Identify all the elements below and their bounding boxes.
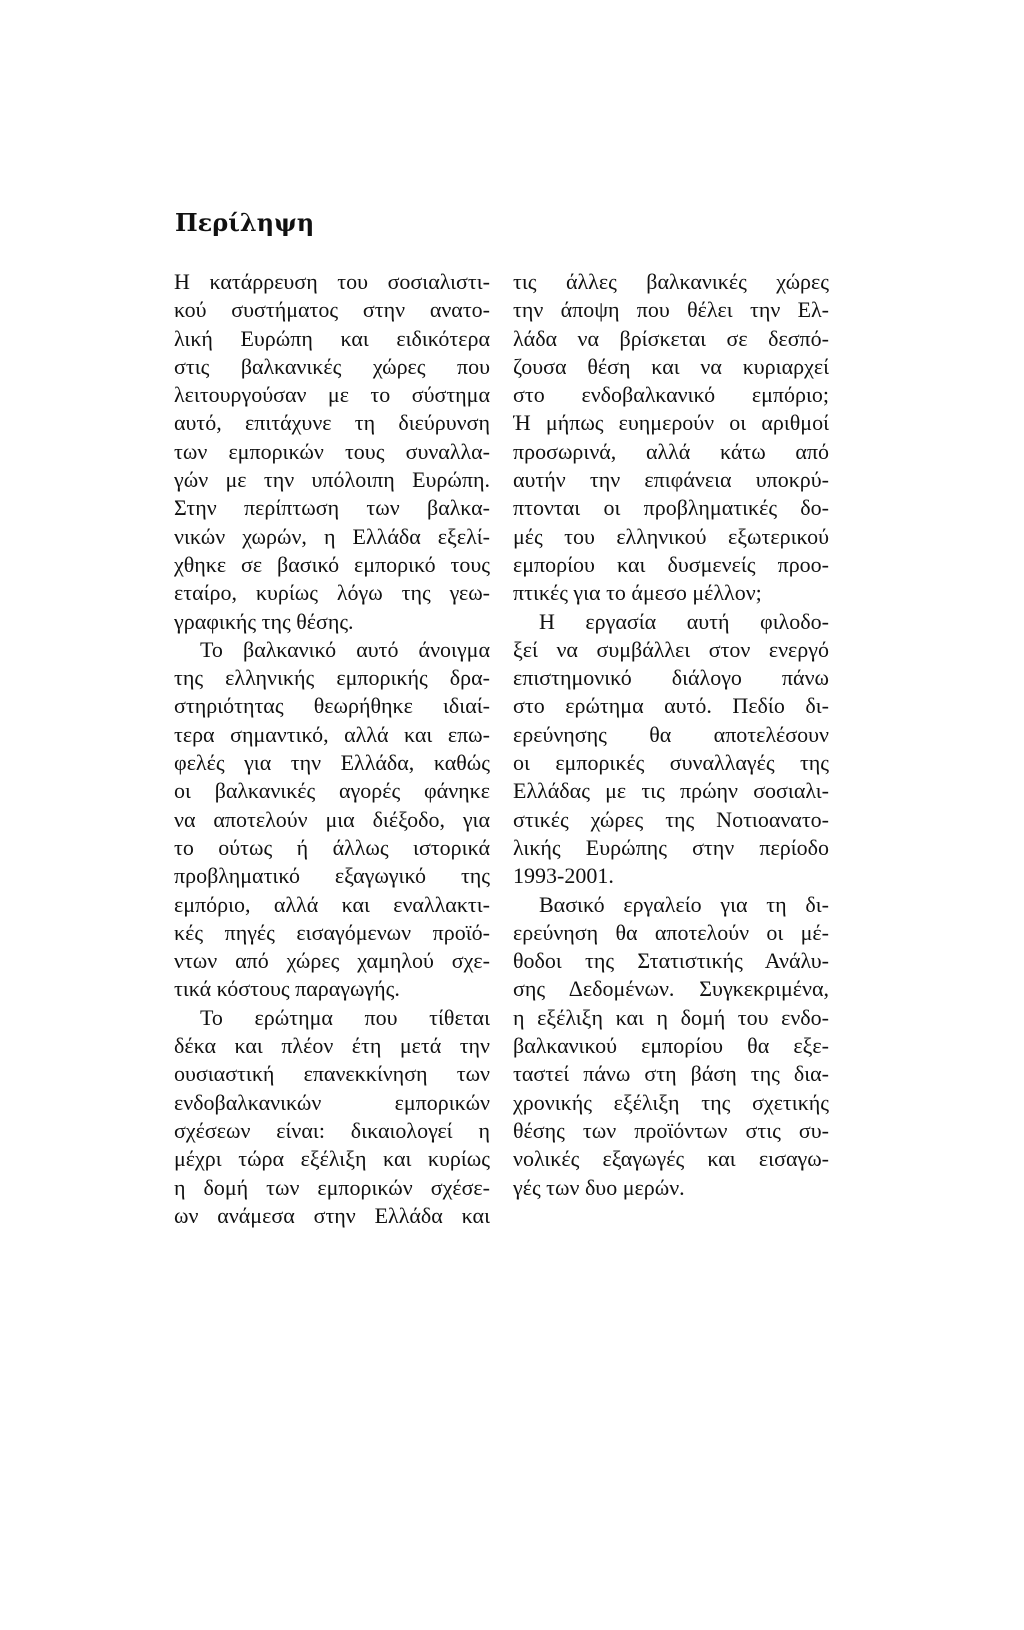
text-line: δέκα και πλέον έτη μετά την (174, 1033, 490, 1059)
text-line: σης Δεδομένων. Συγκεκριμένα, (513, 976, 829, 1002)
right-text-column (513, 268, 829, 1202)
text-line: ταστεί πάνω στη βάση της δια- (513, 1061, 829, 1087)
text-line: ζουσα θέση και να κυριαρχεί (513, 353, 829, 379)
text-line: ενδοβαλκανικών εμπορικών (174, 1089, 490, 1115)
text-line: ουσιαστική επανεκκίνηση των (174, 1061, 490, 1087)
text-line: προσωρινά, αλλά κάτω από (513, 438, 829, 464)
text-line: θοδοι της Στατιστικής Ανάλυ- (513, 948, 829, 974)
text-line: βαλκανικού εμπορίου θα εξε- (513, 1033, 829, 1059)
text-line: σχέσεων είναι: δικαιολογεί η (174, 1117, 490, 1143)
text-line: προβληματικό εξαγωγικό της (174, 863, 490, 889)
text-line: Βασικό εργαλείο για τη δι- (539, 891, 829, 917)
text-line: 1993-2001. (513, 863, 614, 889)
text-line: στο ενδοβαλκανικό εμπόριο; (513, 382, 829, 408)
text-line: φελές για την Ελλάδα, καθώς (174, 750, 490, 776)
text-line: της ελληνικής εμπορικής δρα- (174, 665, 490, 691)
text-line: Το βαλκανικό αυτό άνοιγμα (200, 636, 490, 662)
text-line: εμπόριο, αλλά και εναλλακτι- (174, 891, 490, 917)
text-line: μέχρι τώρα εξέλιξη και κυρίως (174, 1146, 490, 1172)
text-line: ων ανάμεσα στην Ελλάδα και (174, 1202, 490, 1228)
text-line: επιστημονικό διάλογο πάνω (513, 665, 829, 691)
text-line: κές πηγές εισαγόμενων προϊό- (174, 919, 490, 945)
text-line: οι βαλκανικές αγορές φάνηκε (174, 778, 490, 804)
text-line: το ούτως ή άλλως ιστορικά (174, 834, 490, 860)
text-line: Στην περίπτωση των βαλκα- (174, 495, 490, 521)
text-line: κού συστήματος στην ανατο- (174, 297, 490, 323)
text-line: Ή μήπως ευημερούν οι αριθμοί (513, 410, 829, 436)
text-line: να αποτελούν μια διέξοδο, για (174, 806, 490, 832)
text-line: εμπορίου και δυσμενείς προο- (513, 551, 829, 577)
text-line: στικές χώρες της Νοτιοανατο- (513, 806, 829, 832)
text-line: αυτό, επιτάχυνε τη διεύρυνση (174, 410, 490, 436)
text-line: αυτήν την επιφάνεια υποκρύ- (513, 467, 829, 493)
text-line: τικά κόστους παραγωγής. (174, 976, 400, 1002)
text-line: την άποψη που θέλει την Ελ- (513, 297, 829, 323)
text-line: χρονικής εξέλιξη της σχετικής (513, 1089, 829, 1115)
text-line: η εξέλιξη και η δομή του ενδο- (513, 1004, 829, 1030)
text-line: ερεύνησης θα αποτελέσουν (513, 721, 829, 747)
text-line: λάδα να βρίσκεται σε δεσπό- (513, 325, 829, 351)
text-line: χθηκε σε βασικό εμπορικό τους (174, 551, 490, 577)
text-line: Η εργασία αυτή φιλοδο- (539, 608, 829, 634)
text-line: των εμπορικών τους συναλλα- (174, 438, 490, 464)
page-title: Περίληψη (175, 208, 315, 237)
text-line: ντων από χώρες χαμηλού σχε- (174, 948, 490, 974)
text-line: Το ερώτημα που τίθεται (200, 1004, 490, 1030)
text-line: πτικές για το άμεσο μέλλον; (513, 580, 762, 606)
text-line: Η κατάρρευση του σοσιαλιστι- (174, 269, 490, 294)
text-line: τις άλλες βαλκανικές χώρες (513, 269, 829, 294)
text-line: νικών χωρών, η Ελλάδα εξελί- (174, 523, 490, 549)
text-line: μές του ελληνικού εξωτερικού (513, 523, 829, 549)
text-line: εταίρο, κυρίως λόγω της γεω- (174, 580, 490, 606)
text-line: οι εμπορικές συναλλαγές της (513, 750, 829, 776)
text-line: γραφικής της θέσης. (174, 608, 354, 634)
text-line: γών με την υπόλοιπη Ευρώπη. (174, 467, 490, 493)
text-line: λικής Ευρώπης στην περίοδο (513, 834, 829, 860)
text-line: η δομή των εμπορικών σχέσε- (174, 1174, 490, 1200)
text-line: στο ερώτημα αυτό. Πεδίο δι- (513, 693, 829, 719)
text-line: στηριότητας θεωρήθηκε ιδιαί- (174, 693, 490, 719)
text-line: λειτουργούσαν με το σύστημα (174, 382, 490, 408)
text-line: ξεί να συμβάλλει στον ενεργό (513, 636, 829, 662)
text-line: θέσης των προϊόντων στις συ- (513, 1117, 829, 1143)
text-line: λική Ευρώπη και ειδικότερα (174, 325, 490, 351)
text-line: τερα σημαντικό, αλλά και επω- (174, 721, 490, 747)
text-line: πτονται οι προβληματικές δο- (513, 495, 829, 521)
text-line: Ελλάδας με τις πρώην σοσιαλι- (513, 778, 829, 804)
text-line: ερεύνηση θα αποτελούν οι μέ- (513, 919, 829, 945)
text-line: στις βαλκανικές χώρες που (174, 353, 490, 379)
text-line: νολικές εξαγωγές και εισαγω- (513, 1146, 829, 1172)
left-text-column (174, 268, 490, 1230)
text-line: γές των δυο μερών. (513, 1174, 685, 1200)
